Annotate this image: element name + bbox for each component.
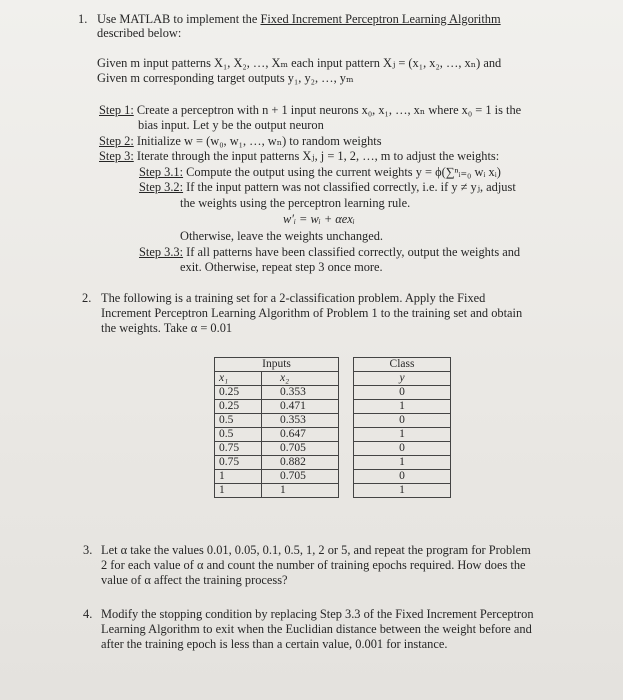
cell-x1: 0.75 xyxy=(215,442,262,456)
cell-x1: 1 xyxy=(215,470,262,484)
problem-3-line-1: Let α take the values 0.01, 0.05, 0.1, 0.5, 1, 2 or 5, and repeat the program for Problem xyxy=(101,543,531,557)
problem-1-title: Use MATLAB to implement the Fixed Increment Perceptron Learning Algorithm xyxy=(97,12,501,26)
cell-x2: 0.705 xyxy=(262,470,339,484)
table-row xyxy=(215,442,451,456)
problem-1-described: described below: xyxy=(97,26,182,40)
given-inputs-line: Given m input patterns X₁, X₂, …, Xₘ each input pattern Xⱼ = (x₁, x₂, …, xₙ) and xyxy=(97,56,502,70)
column-x1-header: x₁ xyxy=(215,372,262,386)
problem-2-line-2: Increment Perceptron Learning Algorithm of Problem 1 to the training set and obtain xyxy=(101,306,523,320)
cell-x2: 0.353 xyxy=(262,386,339,400)
class-group-header: Class xyxy=(354,358,451,372)
column-x2-header: x₂ xyxy=(262,372,339,386)
cell-y: 0 xyxy=(354,470,451,484)
problem-3-number: 3. xyxy=(83,543,93,557)
cell-y: 1 xyxy=(354,428,451,442)
step-1-continued: bias input. Let y be the output neuron xyxy=(138,118,324,132)
cell-y: 1 xyxy=(354,456,451,470)
cell-x1: 0.25 xyxy=(215,400,262,414)
table-row xyxy=(215,428,451,442)
table-row xyxy=(215,470,451,484)
cell-y: 1 xyxy=(354,484,451,498)
step-3-2: Step 3.2: If the input pattern was not classified correctly, i.e. if y ≠ yⱼ, adjust xyxy=(139,180,516,194)
algorithm-name: Fixed Increment Perceptron Learning Algorithm xyxy=(260,12,501,26)
cell-x2: 0.471 xyxy=(262,400,339,414)
cell-y: 0 xyxy=(354,414,451,428)
step-2: Step 2: Initialize w = (w₀, w₁, …, wₙ) to random weights xyxy=(99,134,382,148)
cell-x1: 0.25 xyxy=(215,386,262,400)
problem-4-line-1: Modify the stopping condition by replacing Step 3.3 of the Fixed Increment Perceptron xyxy=(101,607,534,621)
column-y-header: y xyxy=(354,372,451,386)
table-row xyxy=(215,484,451,498)
step-3-2-otherwise: Otherwise, leave the weights unchanged. xyxy=(180,229,383,243)
problem-1-number: 1. xyxy=(78,12,88,26)
problem-2-line-1: The following is a training set for a 2-classification problem. Apply the Fixed xyxy=(101,291,486,305)
cell-x2: 0.882 xyxy=(262,456,339,470)
step-3-2-continued: the weights using the perceptron learning rule. xyxy=(180,196,411,210)
table-column-header-row xyxy=(215,372,451,386)
cell-x2: 0.353 xyxy=(262,414,339,428)
step-3-1: Step 3.1: Compute the output using the current weights y = ϕ(∑ⁿᵢ₌₀ wᵢ xᵢ) xyxy=(139,165,501,179)
step-3-3: Step 3.3: If all patterns have been classified correctly, output the weights and xyxy=(139,245,521,259)
problem-4-number: 4. xyxy=(83,607,93,621)
problem-4-line-3: after the training epoch is less than a certain value, 0.001 for instance. xyxy=(101,637,448,651)
cell-x1: 0.75 xyxy=(215,456,262,470)
problem-4-line-2: Learning Algorithm to exit when the Euclidian distance between the weight before and xyxy=(101,622,532,636)
cell-x2: 1 xyxy=(262,484,339,498)
step-3: Step 3: Iterate through the input patterns Xⱼ, j = 1, 2, …, m to adjust the weights: xyxy=(99,149,500,163)
table-row xyxy=(215,456,451,470)
cell-y: 0 xyxy=(354,442,451,456)
problem-3-line-3: value of α affect the training process? xyxy=(101,573,288,587)
table-row xyxy=(215,386,451,400)
cell-x1: 0.5 xyxy=(215,428,262,442)
cell-x2: 0.647 xyxy=(262,428,339,442)
cell-y: 1 xyxy=(354,400,451,414)
problem-2-line-3: the weights. Take α = 0.01 xyxy=(101,321,233,335)
cell-x1: 1 xyxy=(215,484,262,498)
given-outputs-line: Given m corresponding target outputs y₁, y₂, …, yₘ xyxy=(97,71,354,85)
problem-3-line-2: 2 for each value of α and count the number of training epochs required. How does the xyxy=(101,558,526,572)
table-row xyxy=(215,414,451,428)
problem-2-number: 2. xyxy=(82,291,92,305)
cell-x1: 0.5 xyxy=(215,414,262,428)
cell-y: 0 xyxy=(354,386,451,400)
step-1: Step 1: Create a perceptron with n + 1 input neurons x₀, x₁, …, xₙ where x₀ = 1 is the xyxy=(99,103,522,117)
table-row xyxy=(215,400,451,414)
step-3-3-continued: exit. Otherwise, repeat step 3 once more. xyxy=(180,260,383,274)
cell-x2: 0.705 xyxy=(262,442,339,456)
training-set-table xyxy=(214,357,451,498)
inputs-group-header: Inputs xyxy=(215,358,339,372)
table-group-header-row xyxy=(215,358,451,372)
learning-rule-equation: w′ᵢ = wᵢ + αexᵢ xyxy=(283,212,355,226)
